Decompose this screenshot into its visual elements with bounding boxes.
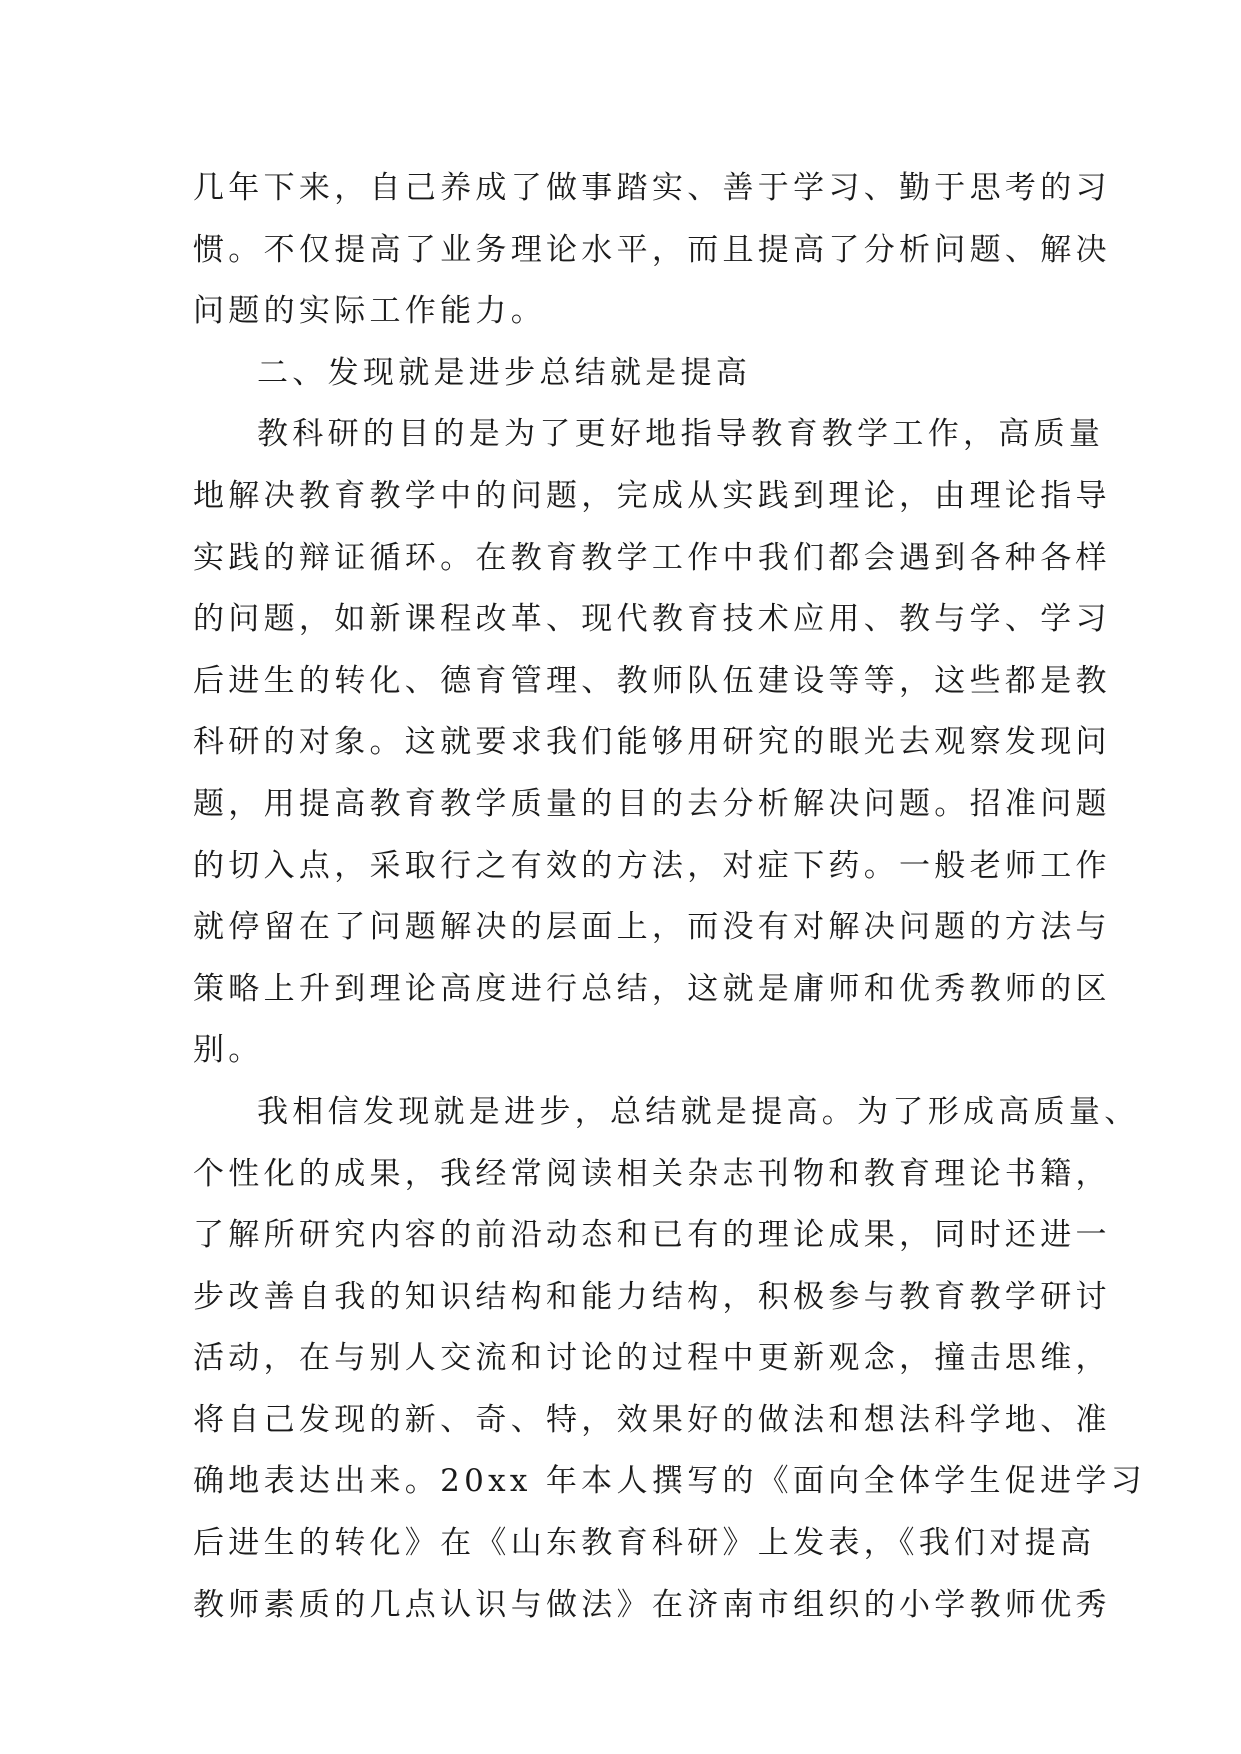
text-line: 实践的辩证循环。在教育教学工作中我们都会遇到各种各样: [193, 539, 1111, 576]
text-line: 将自己发现的新、奇、特，效果好的做法和想法科学地、准: [193, 1401, 1111, 1438]
text-line: 后进生的转化、德育管理、教师队伍建设等等，这些都是教: [193, 662, 1111, 699]
text-line: 就停留在了问题解决的层面上，而没有对解决问题的方法与: [193, 909, 1111, 946]
section-heading: 二、发现就是进步总结就是提高: [257, 354, 752, 391]
text-line: 惯。不仅提高了业务理论水平，而且提高了分析问题、解决: [193, 231, 1111, 268]
text-line: 个性化的成果，我经常阅读相关杂志刊物和教育理论书籍，: [193, 1155, 1111, 1192]
text-line: 了解所研究内容的前沿动态和已有的理论成果，同时还进一: [193, 1217, 1111, 1254]
text-line: 步改善自我的知识结构和能力结构，积极参与教育教学研讨: [193, 1278, 1111, 1315]
body-text: [193, 158, 1146, 1636]
text-line: 别。: [193, 1032, 264, 1069]
text-line: 教科研的目的是为了更好地指导教育教学工作，高质量: [257, 416, 1105, 453]
text-line: 问题的实际工作能力。: [193, 293, 546, 330]
text-line: 确地表达出来。20xx 年本人撰写的《面向全体学生促进学习: [193, 1463, 1146, 1500]
text-line: 教师素质的几点认识与做法》在济南市组织的小学教师优秀: [193, 1586, 1111, 1623]
text-line: 后进生的转化》在《山东教育科研》上发表，《我们对提高: [193, 1525, 1096, 1562]
text-line: 科研的对象。这就要求我们能够用研究的眼光去观察发现问: [193, 724, 1111, 761]
text-line: 几年下来，自己养成了做事踏实、善于学习、勤于思考的习: [193, 170, 1111, 206]
text-line: 活动，在与别人交流和讨论的过程中更新观念，撞击思维，: [193, 1340, 1111, 1377]
text-line: 题，用提高教育教学质量的目的去分析解决问题。招准问题: [193, 785, 1111, 822]
text-line: 策略上升到理论高度进行总结，这就是庸师和优秀教师的区: [193, 970, 1111, 1007]
text-line: 地解决教育教学中的问题，完成从实践到理论，由理论指导: [193, 477, 1111, 514]
text-line: 我相信发现就是进步，总结就是提高。为了形成高质量、: [257, 1093, 1140, 1130]
text-line: 的切入点，采取行之有效的方法，对症下药。一般老师工作: [193, 847, 1111, 884]
text-line: 的问题，如新课程改革、现代教育技术应用、教与学、学习: [193, 601, 1111, 638]
